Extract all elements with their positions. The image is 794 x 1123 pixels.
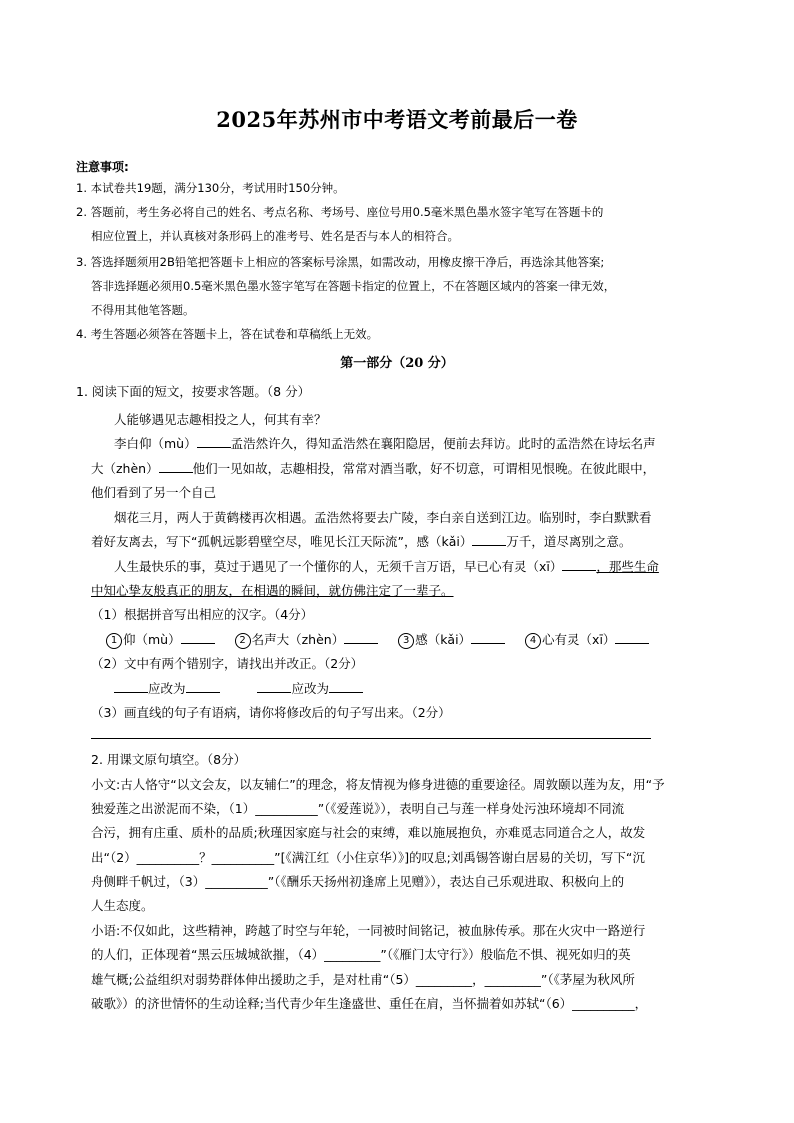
q2-line: 舟侧畔千帆过，（3）__________”（《酬乐天扬州初逢席上见赠》），表达自己乐观进取、积极向上的 (91, 874, 625, 889)
note-item-cont: 不得用其他笔答题。 (91, 303, 195, 317)
number-circle: 3 (398, 633, 414, 649)
note-item-cont: 相应位置上，并认真核对条形码上的准考号、姓名是否与本人的相符合。 (91, 229, 459, 243)
blank[interactable] (344, 630, 378, 644)
passage-line (91, 530, 631, 554)
q2-line: 独爱莲之出淤泥而不染，（1）__________”（《爱莲说》），表明自己与莲一样身处污浊环境却不同流 (91, 801, 625, 816)
page-title: 2025年苏州市中考语文考前最后一卷 (216, 107, 578, 132)
blank[interactable] (257, 679, 291, 693)
passage-line (114, 432, 656, 456)
passage-text: 大（zhèn） (91, 461, 159, 476)
note-item: 2. 答题前，考生务必将自己的姓名、考点名称、考场号、座位号用0.5毫米黑色墨水签字笔写在答题卡的 (76, 205, 604, 219)
sub-question: （3）画直线的句子有语病，请你将修改后的句子写出来。（2分） (91, 705, 451, 720)
q2-stem: 2. 用课文原句填空。（8分） (91, 752, 247, 767)
blank[interactable] (329, 679, 363, 693)
passage-line: 人能够遇见志趣相投之人，何其有幸？ (114, 412, 327, 427)
passage-text: 万千，道尽离别之意。 (506, 534, 632, 549)
note-item-cont: 答非选择题必须用0.5毫米黑色墨水签字笔写在答题卡指定的位置上，不在答题区域内的答案一律无效， (91, 279, 616, 293)
number-circle: 2 (235, 633, 251, 649)
answer-item (235, 628, 379, 652)
q2-line: 出“（2）__________？__________”[《满江红（小住京华）》]的叹息;刘禹锡答谢白居易的关切，写下“沉 (91, 850, 645, 865)
blank[interactable] (114, 679, 148, 693)
passage-text: 孟浩然许久，得知孟浩然在襄阳隐居，便前去拜访。此时的孟浩然在诗坛名声 (230, 436, 656, 451)
note-item: 4. 考生答题必须答在答题卡上，答在试卷和草稿纸上无效。 (76, 327, 379, 341)
answer-label: 名声大（zhèn） (251, 632, 345, 647)
blank (197, 434, 231, 448)
passage-line (114, 555, 659, 579)
q2-line: 小语:不仅如此，这些精神，跨越了时空与年轮，一同被时间铭记，被血脉传承。那在火灾中一路逆行 (91, 923, 646, 938)
passage-text: 人生最快乐的事，莫过于遇见了一个懂你的人，无须千言万语，早已心有灵（xī） (114, 559, 563, 574)
answer-label: 应改为 (148, 681, 186, 696)
blank[interactable] (186, 679, 220, 693)
q2-line: 破歌》）的济世情怀的生动诠释;当代青少年生逢盛世、重任在肩，当怀揣着如苏轼“（6）__________， (91, 996, 648, 1011)
q2-line: 的人们，正体现着“黑云压城城欲摧，（4）_________”（《雁门太守行》）般临危不惧、视死如归的英 (91, 947, 631, 962)
underlined-sentence: ，那些生命 (596, 559, 659, 574)
q2-line: 小文:古人恪守“以文会友，以友辅仁”的理念，将友情视为修身进德的重要途径。周敦颐以莲为友，用“予 (91, 777, 665, 792)
passage-text: 着好友离去，写下“孤帆远影碧壁空尽，唯见长江天际流”，感（kǎi） (91, 534, 473, 549)
passage-line (91, 457, 655, 481)
sub-question: （1）根据拼音写出相应的汉字。（4分） (91, 607, 314, 622)
blank (562, 557, 596, 571)
underlined-sentence: 中知心挚友般真正的朋友，在相遇的瞬间，就仿佛注定了一辈子。 (91, 583, 454, 598)
number-circle: 4 (525, 633, 541, 649)
answer-label: 感（kǎi） (415, 632, 472, 647)
answer-label: 仰（mù） (123, 632, 181, 647)
answer-row (114, 677, 363, 701)
blank[interactable] (471, 630, 505, 644)
q2-line: 雄气概;公益组织对弱势群体伸出援助之手，是对杜甫“（5）_________，_________”（《茅屋为秋风所 (91, 972, 635, 987)
passage-text: 他们一见如故，志趣相投，常常对酒当歌，好不切意，可谓相见恨晚。在彼此眼中， (192, 461, 656, 476)
notes-heading: 注意事项: (76, 160, 129, 174)
q2-line: 人生态度。 (91, 898, 154, 913)
part-heading: 第一部分（20 分） (340, 356, 454, 371)
answer-item (398, 628, 505, 652)
blank[interactable] (181, 630, 215, 644)
passage-line: 烟花三月，两人于黄鹤楼再次相遇。孟浩然将要去广陵，李白亲自送到江边。临别时，李白默默看 (114, 510, 652, 525)
answer-label: 心有灵（xī） (542, 632, 616, 647)
blank[interactable] (615, 630, 649, 644)
q1-stem: 1. 阅读下面的短文，按要求答题。（8 分） (76, 384, 311, 399)
sub-question: （2）文中有两个错别字，请找出并改正。（2分） (91, 656, 364, 671)
answer-item (106, 628, 215, 652)
answer-line[interactable] (91, 738, 651, 739)
passage-text: 李白仰（mù） (114, 436, 197, 451)
blank (159, 459, 193, 473)
answer-label: 应改为 (291, 681, 329, 696)
blank (472, 532, 506, 546)
answer-row (106, 628, 665, 652)
note-item: 3. 答选择题须用2B铅笔把答题卡上相应的答案标号涂黑，如需改动，用橡皮擦干净后，再选涂其他答案; (76, 255, 605, 269)
number-circle: 1 (106, 633, 122, 649)
q2-line: 合污，拥有庄重、质朴的品质;秋瑾因家庭与社会的束缚，难以施展抱负，亦难觅志同道合之人，故发 (91, 825, 646, 840)
note-item: 1. 本试卷共19题，满分130分，考试用时150分钟。 (76, 181, 345, 195)
answer-item (525, 628, 649, 652)
passage-line: 他们看到了另一个自己 (91, 485, 217, 500)
